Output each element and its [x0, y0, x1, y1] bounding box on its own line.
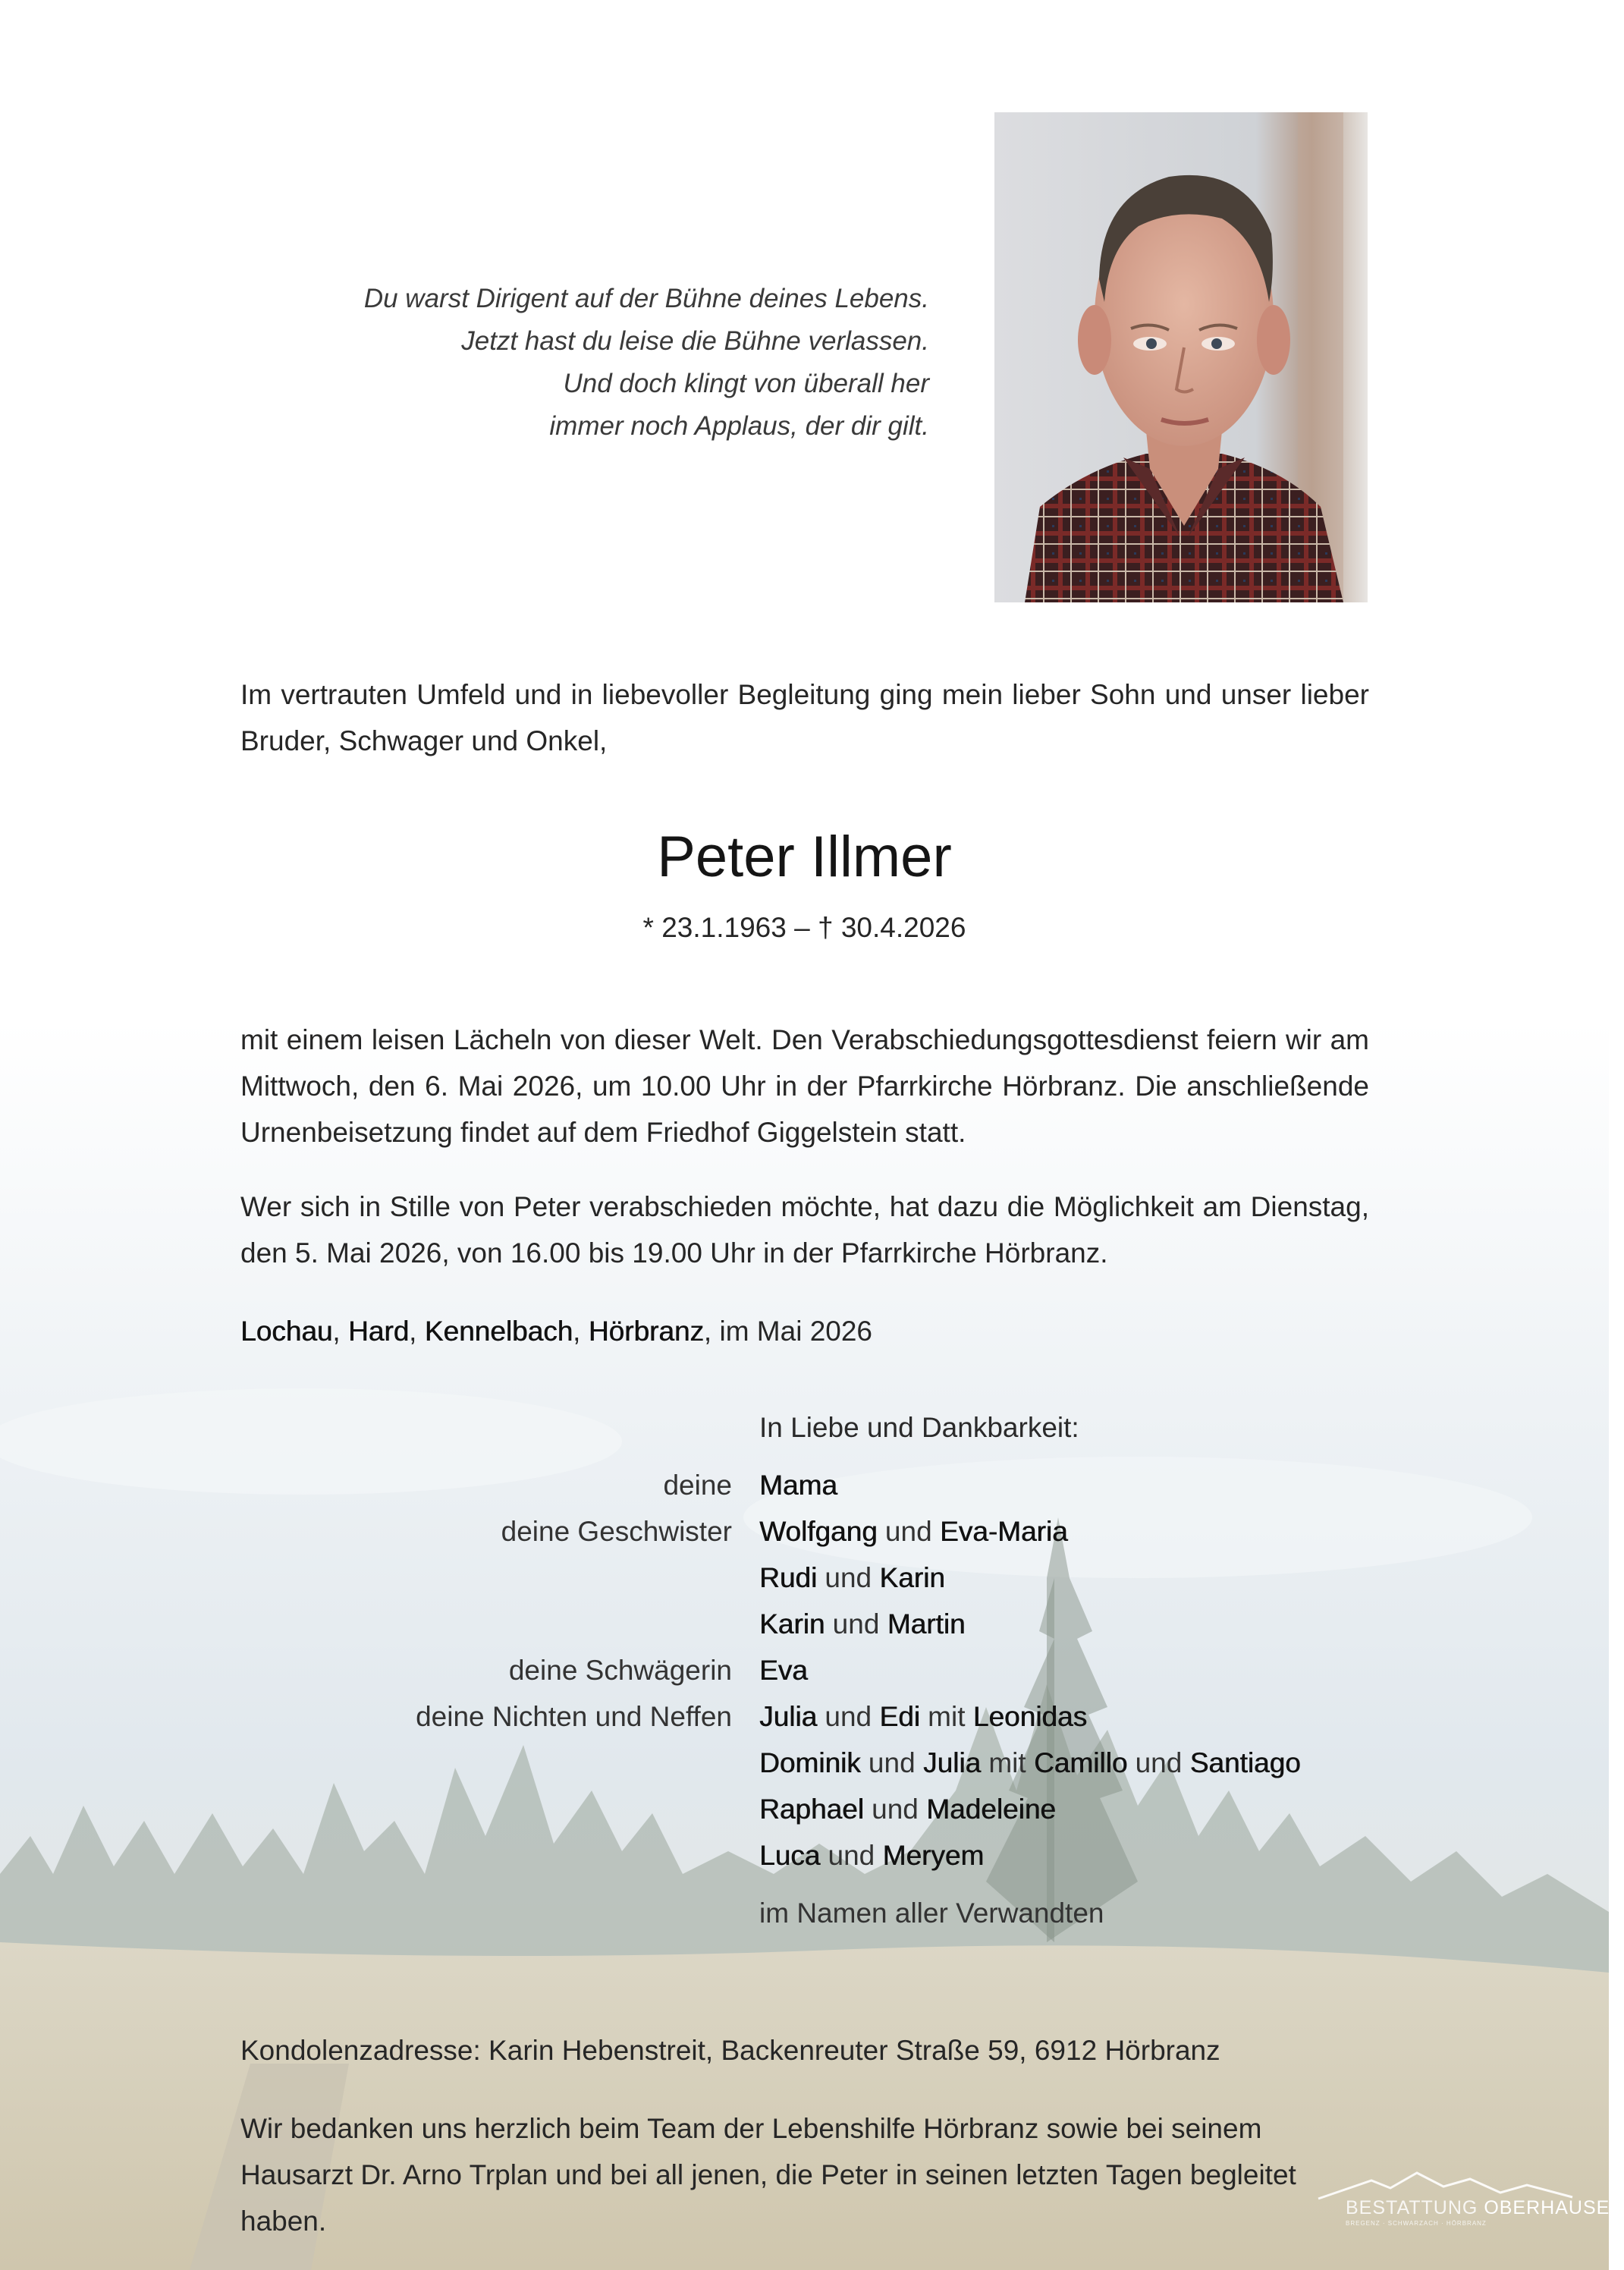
mourner-name: Julia	[922, 1747, 982, 1778]
mourner-relation: deine Nichten und Neffen	[416, 1701, 732, 1732]
poem-line: Jetzt hast du leise die Bühne verlassen.	[461, 326, 929, 356]
mourner-names	[759, 1740, 1301, 1786]
place-date-line: Lochau, Hard, Kennelbach, Hörbranz, im Mai 2026	[240, 1316, 873, 1347]
thanks-paragraph: Wir bedanken uns herzlich beim Team der Lebenshilfe Hörbranz sowie bei seinem Hausarzt Dr. Arno Trplan und bei all jenen, die Peter in seinen letzten Tagen begleitet haben.	[240, 2113, 1296, 2237]
logo-name: OBERHAUSER	[1484, 2197, 1624, 2218]
mourner-names	[759, 1693, 1087, 1740]
portrait-illustration	[994, 112, 1368, 602]
mourner-name: Madeleine	[926, 1794, 1056, 1825]
mourner-connector: mit	[919, 1701, 973, 1732]
town-name: Lochau	[240, 1316, 333, 1347]
mourner-connector: und	[1127, 1747, 1190, 1778]
service-paragraph: mit einem leisen Lächeln von dieser Welt. Den Verabschiedungsgottesdienst feiern wir am Mittwoch, den 6. Mai 2026, um 10.00 Uhr in der Pfarrkirche Hörbranz. Die anschließende Urnenbeisetzung findet auf dem Friedhof Giggelstein statt.	[240, 1024, 1369, 1148]
mourner-row	[0, 1508, 1609, 1555]
mourners-list	[0, 1462, 1609, 1879]
mourner-name: Leonidas	[972, 1701, 1087, 1732]
mourner-connector: und	[817, 1562, 880, 1593]
mourner-name: Karin	[879, 1562, 945, 1593]
mourner-name: Wolfgang	[759, 1516, 878, 1547]
mourner-name: Mama	[759, 1470, 837, 1501]
mourner-name: Eva	[759, 1655, 808, 1686]
mourner-connector: mit	[981, 1747, 1034, 1778]
portrait-photo	[994, 112, 1368, 602]
town-name: Hard	[347, 1316, 410, 1347]
condolence-address: Kondolenzadresse: Karin Hebenstreit, Backenreuter Straße 59, 6912 Hörbranz	[240, 2035, 1220, 2066]
mourners-intro: In Liebe und Dankbarkeit:	[759, 1412, 1079, 1443]
mourner-name: Karin	[759, 1608, 825, 1640]
poem-line: Und doch klingt von überall her	[563, 369, 929, 398]
logo-text	[1346, 2197, 1624, 2219]
farewell-paragraph: Wer sich in Stille von Peter verabschieden möchte, hat dazu die Möglichkeit am Dienstag, den 5. Mai 2026, von 16.00 bis 19.00 Uhr in der Pfarrkirche Hörbranz.	[240, 1191, 1369, 1269]
mourner-row	[0, 1647, 1609, 1693]
mourner-name: Julia	[759, 1701, 818, 1732]
mourner-name: Edi	[879, 1701, 920, 1732]
mourner-connector: und	[860, 1747, 923, 1778]
logo-prefix: BESTATTUNG	[1346, 2197, 1484, 2218]
mourner-name: Meryem	[882, 1840, 985, 1871]
town-name: Kennelbach	[424, 1316, 573, 1347]
life-dates: * 23.1.1963 – † 30.4.2026	[642, 912, 966, 943]
mourner-relation: deine	[663, 1470, 732, 1501]
mourner-name: Eva-Maria	[939, 1516, 1068, 1547]
place-date-suffix: , im Mai 2026	[703, 1316, 873, 1347]
mourner-row	[0, 1832, 1609, 1879]
mourner-names	[759, 1786, 1056, 1832]
mourner-name: Dominik	[759, 1747, 861, 1778]
mourner-row	[0, 1555, 1609, 1601]
mourner-names	[759, 1832, 984, 1879]
mourner-name: Luca	[759, 1840, 821, 1871]
mourner-row	[0, 1462, 1609, 1508]
mourner-connector: und	[863, 1794, 927, 1825]
mourner-names	[759, 1555, 945, 1601]
poem	[228, 278, 929, 448]
mourner-row	[0, 1740, 1609, 1786]
mourner-connector: und	[820, 1840, 883, 1871]
mourner-names	[759, 1462, 837, 1508]
mourner-names	[759, 1601, 966, 1647]
mourner-relation: deine Schwägerin	[508, 1655, 732, 1686]
mourner-name: Camillo	[1033, 1747, 1128, 1778]
mourner-relation: deine Geschwister	[501, 1516, 732, 1547]
mourner-name: Santiago	[1189, 1747, 1301, 1778]
mourner-name: Raphael	[759, 1794, 864, 1825]
funeral-home-logo	[1318, 2170, 1624, 2231]
mourner-name: Rudi	[759, 1562, 818, 1593]
mourner-connector: und	[877, 1516, 940, 1547]
mourner-row	[0, 1693, 1609, 1740]
intro-text: Im vertrauten Umfeld und in liebevoller Begleitung ging mein lieber Sohn und unser lieber Bruder, Schwager und Onkel,	[240, 679, 1369, 756]
poem-line: Du warst Dirigent auf der Bühne deines Lebens.	[363, 284, 929, 313]
mourner-connector: und	[817, 1701, 880, 1732]
mourner-row	[0, 1601, 1609, 1647]
logo-subline: BREGENZ · SCHWARZACH · HÖRBRANZ	[1346, 2220, 1487, 2227]
mourner-row	[0, 1786, 1609, 1832]
mourners-closing: im Namen aller Verwandten	[759, 1897, 1104, 1929]
town-name: Hörbranz	[588, 1316, 704, 1347]
poem-line: immer noch Applaus, der dir gilt.	[549, 411, 929, 441]
mourner-names	[759, 1508, 1068, 1555]
deceased-name: Peter Illmer	[657, 825, 952, 889]
mourner-name: Martin	[887, 1608, 966, 1640]
mourner-connector: und	[825, 1608, 887, 1640]
mountain-logo-icon	[1318, 2170, 1572, 2200]
mourner-names	[759, 1647, 808, 1693]
